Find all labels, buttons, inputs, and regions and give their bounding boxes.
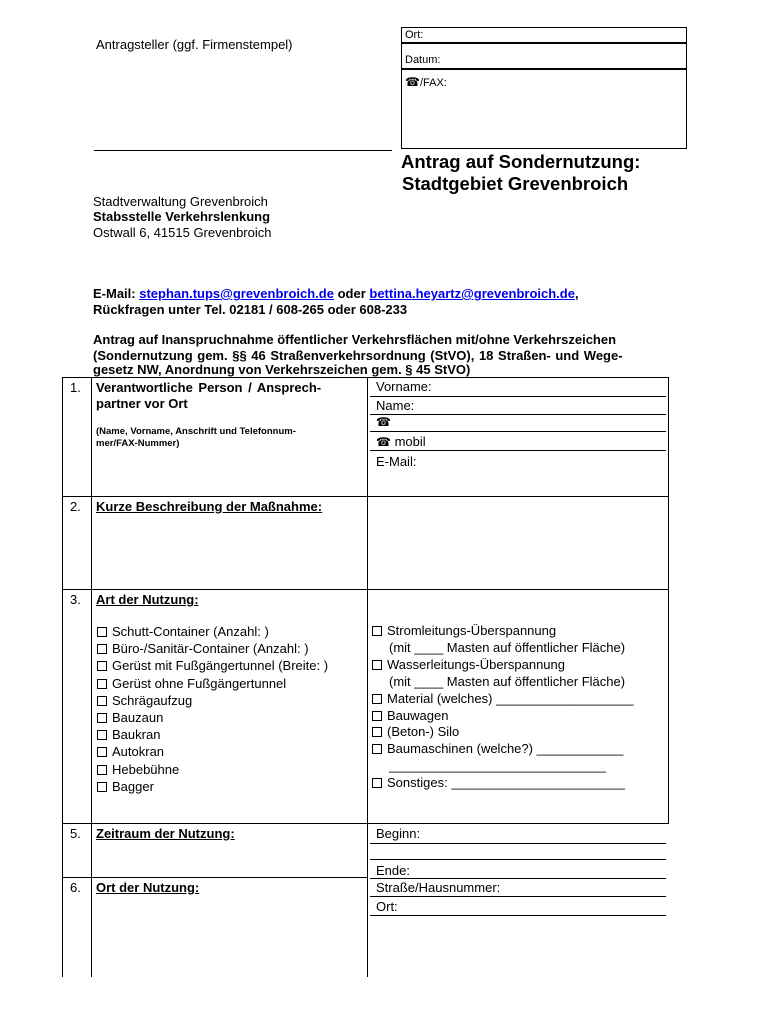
- option-schraegaufzug[interactable]: Schrägaufzug: [97, 692, 328, 709]
- intro-line2: (Sondernutzung gem. §§ 46 Straßenverkehrsordnung (StVO), 18 Straßen- und Wege-: [93, 348, 623, 363]
- form-title-line2: Stadtgebiet Grevenbroich: [402, 173, 629, 194]
- checkbox[interactable]: [372, 778, 382, 788]
- option-baumaschinen[interactable]: Baumaschinen (welche?) ____________: [372, 741, 633, 758]
- checkbox[interactable]: [97, 765, 107, 775]
- contact-email-label: E-Mail:: [376, 454, 417, 469]
- section6-title: Ort der Nutzung:: [96, 880, 200, 895]
- begin-extra-line: [370, 859, 666, 860]
- street-field[interactable]: [370, 896, 666, 897]
- checkbox[interactable]: [372, 626, 382, 636]
- option-stromleitung[interactable]: Stromleitungs-Überspannung: [372, 623, 633, 640]
- section1-hint-line1: (Name, Vorname, Anschrift und Telefonnum-: [96, 426, 296, 437]
- intro-line1: Antrag auf Inanspruchnahme öffentlicher Verkehrsflächen mit/ohne Verkehrszeichen: [93, 332, 617, 347]
- name-field[interactable]: [370, 414, 666, 415]
- description-field[interactable]: [368, 497, 668, 589]
- applicant-signature-line: [94, 150, 392, 151]
- firstname-label: Vorname:: [376, 379, 432, 394]
- power-masts-note: (mit ____ Masten auf öffentlicher Fläche): [389, 639, 626, 655]
- checkbox[interactable]: [97, 730, 107, 740]
- checkbox[interactable]: [97, 747, 107, 757]
- place-field[interactable]: [401, 27, 687, 43]
- section6-number: 6.: [70, 880, 81, 895]
- usage-options-left: [97, 623, 328, 795]
- section5-title: Zeitraum der Nutzung:: [96, 826, 235, 841]
- date-field[interactable]: [401, 43, 687, 69]
- phone-fax-field[interactable]: [401, 69, 687, 149]
- checkbox[interactable]: [372, 711, 382, 721]
- email-link-1[interactable]: stephan.tups@grevenbroich.de: [139, 286, 334, 301]
- section3-number: 3.: [70, 592, 81, 607]
- option-autokran[interactable]: Autokran: [97, 743, 328, 760]
- checkbox[interactable]: [97, 661, 107, 671]
- address-line2: Stabsstelle Verkehrslenkung: [93, 209, 271, 224]
- section2-number: 2.: [70, 499, 81, 514]
- email-or: oder: [337, 286, 366, 301]
- option-geruest-ohne-tunnel[interactable]: Gerüst ohne Fußgängertunnel: [97, 675, 328, 692]
- checkbox[interactable]: [97, 644, 107, 654]
- option-baukran[interactable]: Baukran: [97, 726, 328, 743]
- checkbox[interactable]: [372, 744, 382, 754]
- option-geruest-tunnel[interactable]: Gerüst mit Fußgängertunnel (Breite: ): [97, 657, 328, 674]
- contact-email-line: E-Mail: stephan.tups@grevenbroich.de oder bettina.heyartz@grevenbroich.de,: [93, 286, 579, 301]
- email-label: E-Mail:: [93, 286, 136, 301]
- section1-hint-line2: mer/FAX-Nummer): [96, 438, 180, 449]
- checkbox[interactable]: [97, 679, 107, 689]
- section1-title-line1: Verantwortliche Person / Ansprech-: [96, 380, 322, 395]
- email-link-2[interactable]: bettina.heyartz@grevenbroich.de: [369, 286, 575, 301]
- firstname-field[interactable]: [370, 396, 666, 397]
- mobile-label: mobil: [394, 434, 426, 449]
- place-of-use-field[interactable]: [370, 915, 666, 916]
- checkbox[interactable]: [97, 627, 107, 637]
- place-of-use-label: Ort:: [376, 899, 398, 914]
- address-line3: Ostwall 6, 41515 Grevenbroich: [93, 225, 272, 240]
- section5-number: 5.: [70, 826, 81, 841]
- checkbox[interactable]: [372, 660, 382, 670]
- phone-icon: ☎: [405, 75, 420, 89]
- mobile-phone-icon: ☎: [376, 435, 391, 449]
- contact-phone-line: Rückfragen unter Tel. 02181 / 608-265 oder 608-233: [93, 302, 408, 317]
- intro-line3: gesetz NW, Anordnung von Verkehrszeichen gem. § 45 StVO): [93, 362, 471, 377]
- applicant-label: Antragsteller (ggf. Firmenstempel): [96, 37, 293, 52]
- usage-options-right: [372, 623, 633, 792]
- option-schutt-container[interactable]: Schutt-Container (Anzahl: ): [97, 623, 328, 640]
- begin-field[interactable]: [370, 843, 666, 844]
- section1-title-line2: partner vor Ort: [96, 396, 188, 411]
- checkbox[interactable]: [97, 782, 107, 792]
- option-material[interactable]: Material (welches) ___________________: [372, 691, 633, 708]
- name-label: Name:: [376, 398, 415, 413]
- phone-fax-label: /FAX:: [419, 77, 447, 89]
- option-wasserleitung[interactable]: Wasserleitungs-Überspannung: [372, 657, 633, 674]
- checkbox[interactable]: [372, 727, 382, 737]
- street-label: Straße/Hausnummer:: [376, 880, 501, 895]
- mobile-field[interactable]: [370, 450, 666, 451]
- section3-title: Art der Nutzung:: [96, 592, 199, 607]
- option-hebebuehne[interactable]: Hebebühne: [97, 761, 328, 778]
- section2-title: Kurze Beschreibung der Maßnahme:: [96, 499, 323, 514]
- date-label: Datum:: [405, 54, 441, 66]
- option-buero-container[interactable]: Büro-/Sanitär-Container (Anzahl: ): [97, 640, 328, 657]
- end-field[interactable]: [370, 878, 666, 879]
- water-masts-note: (mit ____ Masten auf öffentlicher Fläche): [389, 673, 626, 689]
- phone-field[interactable]: [370, 431, 666, 432]
- checkbox[interactable]: [97, 713, 107, 723]
- option-bauwagen[interactable]: Bauwagen: [372, 708, 633, 725]
- option-silo[interactable]: (Beton-) Silo: [372, 724, 633, 741]
- machines-extra-line[interactable]: ______________________________: [389, 758, 606, 774]
- option-bauzaun[interactable]: Bauzaun: [97, 709, 328, 726]
- end-label: Ende:: [376, 863, 410, 878]
- section1-number: 1.: [70, 380, 81, 395]
- checkbox[interactable]: [372, 694, 382, 704]
- option-sonstiges[interactable]: Sonstiges: ________________________: [372, 775, 633, 792]
- checkbox[interactable]: [97, 696, 107, 706]
- phone-icon: ☎: [376, 415, 391, 429]
- form-title-line1: Antrag auf Sondernutzung:: [401, 151, 641, 172]
- place-label: Ort:: [405, 29, 424, 41]
- begin-label: Beginn:: [376, 826, 421, 841]
- address-line1: Stadtverwaltung Grevenbroich: [93, 194, 268, 209]
- option-bagger[interactable]: Bagger: [97, 778, 328, 795]
